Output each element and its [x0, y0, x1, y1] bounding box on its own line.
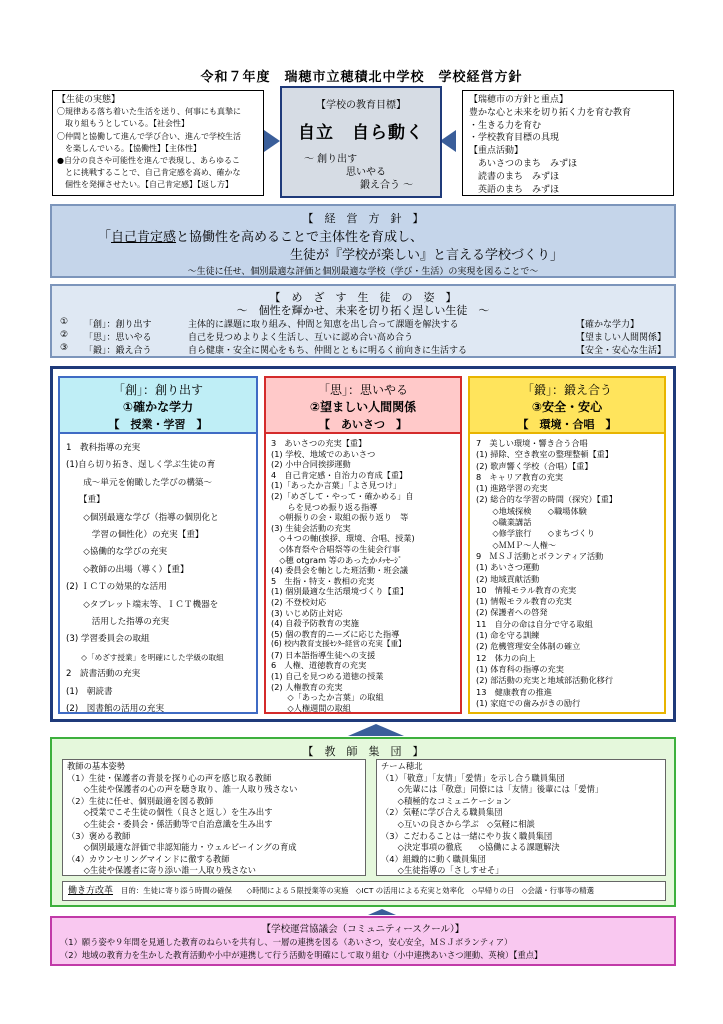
col3-line: ◇職業講話 — [476, 517, 532, 528]
student-line: 取り組もうとしている。【社会性】 — [57, 119, 189, 129]
col3-line: (2) 地域貢献活動 — [476, 573, 540, 584]
council-line: （2）地域の教育力を生かした教育活動や小中が連携して行う活動を明確にして取り組む（小中連携あいさつ運動、英検）【重点】 — [60, 950, 543, 960]
city-policy-heading: 【瑞穂市の方針と重点】 — [469, 95, 569, 105]
council-box — [50, 916, 676, 966]
col2-line: (6) 校内教育支援ｾﾝﾀｰ経営の充実【重】 — [271, 639, 406, 649]
city-policy-box — [462, 90, 674, 196]
city-policy-line: ・生きる力を育む — [469, 120, 542, 131]
aims-row-desc: 主体的に課題に取り組み、仲間と知恵を出し合って課題を解決する — [188, 320, 459, 330]
col3-line: (1) 命を守る訓練 — [476, 630, 540, 641]
col1-line: ◇協働的な学びの充実 — [66, 547, 168, 558]
col2-line: (1)「あったか言葉」「よさ見つけ」 — [271, 480, 402, 491]
col3-line: 12 体力の向上 — [476, 652, 536, 663]
team-hokita-line: ◇先輩には「敬意」同僚には「友情」後輩には「愛情」 — [381, 784, 604, 795]
management-heading: 【 経 営 方 針 】 — [302, 212, 424, 225]
school-goal-heading: 【学校の教育目標】 — [316, 100, 406, 111]
management-line-1 — [98, 226, 423, 245]
team-hokita-line: （1）「敬意」「友情」「愛情」を示し合う職員集団 — [381, 772, 565, 783]
city-policy-line: 読書のまち みずほ — [469, 171, 560, 182]
teacher-stance-line: （2）生徒に任せ、個別最適を図る教師 — [67, 795, 214, 806]
col1-line: ◇個別最適な学び（指導の個別化と — [66, 512, 219, 523]
col2-line: ◇４つの軸(挨拶、環境、合唱、授業) — [271, 533, 415, 544]
column-create-header — [60, 378, 256, 434]
col2-line: 3 あいさつの充実【重】 — [271, 438, 367, 448]
management-line-1-pre: 「 — [98, 230, 112, 245]
col1-line: (1)自ら切り拓き、逞しく学ぶ生徒の育 — [66, 460, 216, 471]
team-hokita-heading: チーム穂北 — [381, 761, 423, 771]
management-line-3: ～生徒に任せ、個別最適な評価と個別最適な学校（学び・生活）の実現を図ることで～ — [187, 267, 539, 277]
school-goal-box — [280, 86, 442, 198]
teachers-heading: 【 教 師 集 団 】 — [302, 745, 424, 758]
student-line: 個性を発揮させたい。【自己肯定感】【返し方】 — [57, 180, 233, 190]
col1-line: ◇教師の出場（導く）【重】 — [66, 564, 189, 575]
col3-line: 10 情報モラル教育の充実 — [476, 584, 577, 595]
aims-row-num: ① — [60, 317, 69, 327]
teacher-stance-line: ◇生徒や保護者の心の声を聴き取り、誰一人取り残さない — [67, 784, 298, 795]
city-policy-line: あいさつのまち みずほ — [469, 158, 578, 169]
management-line-2: 生徒が『学校が楽しい』と言える学校づくり」 — [290, 248, 564, 263]
col3-line: (2) 保護者への啓発 — [476, 607, 548, 618]
student-profile-heading: 【生徒の実態】 — [57, 95, 121, 105]
arrow-left-icon — [440, 130, 456, 152]
teacher-stance-heading: 教師の基本姿勢 — [67, 761, 126, 771]
column-care-body — [271, 438, 461, 713]
teacher-stance-line: （3）褒める教師 — [67, 830, 131, 841]
col2-line: ◇「あったか言葉」の取組 — [271, 692, 384, 703]
management-line-1-post: と協働性を高めることで主体性を育成し、 — [176, 230, 424, 245]
col2-line: 4 自己肯定感・自治力の育成【重】 — [271, 469, 408, 480]
team-hokita-line: ◇生徒指導の「さしすせそ」 — [381, 865, 504, 876]
team-hokita-line: ◇積極的なコミュニケーション — [381, 795, 512, 806]
aims-row-num: ③ — [60, 343, 69, 353]
teacher-stance-line: ◇授業でこそ生徒の個性（良さと返し）を生み出す — [67, 807, 273, 818]
col2-line: ◇体育祭や合唱祭等の生徒会行事 — [271, 543, 401, 554]
column-train-title-1: 「鍛」：鍛え合う — [521, 383, 612, 397]
col2-line: (7) 日本語指導生徒への支援 — [271, 649, 376, 660]
aims-row-name: 「鍛」：鍛え合う — [84, 346, 152, 356]
aims-row-tag: 【確かな学力】 — [576, 320, 640, 330]
student-profile-box — [52, 90, 264, 196]
team-hokita-line: （2）気軽に学び合える職員集団 — [381, 807, 503, 818]
work-reform-box — [62, 881, 666, 901]
col2-line: らを見つめ振り返る指導 — [271, 501, 378, 512]
aims-row-name: 「思」：思いやる — [84, 333, 152, 343]
column-create-title-3: 【 授業・学習 】 — [108, 418, 208, 431]
col2-line: (4) 委員会を軸とした班活動・班会議 — [271, 565, 409, 576]
col3-line: 8 キャリア教育の充実 — [476, 471, 564, 482]
council-line: （1）願う姿や９年間を見通した教育のねらいを共有し、一層の連携を図る（あいさつ，安心安全，ＭＳＪボランティア） — [60, 937, 513, 947]
col2-line: 6 人権、道徳教育の充実 — [271, 660, 367, 671]
col2-line: (1) 個別最適な生活環境づくり【重】 — [271, 586, 409, 597]
teacher-stance-box — [62, 759, 366, 876]
col1-line: ◇「めざす授業」を明確にした学級の取組 — [66, 652, 224, 662]
aims-subtitle: ～ 個性を輝かせ、未来を切り拓く逞しい生徒 ～ — [236, 304, 490, 317]
column-train-header — [470, 378, 664, 434]
col2-line: ◇穂 otgram 等のあったかﾒｯｾｰｼﾞ — [271, 554, 403, 565]
school-goal-sub: 思いやる — [346, 167, 386, 178]
work-reform-label: 働き方改革 — [68, 886, 114, 896]
col1-line: (3) 学習委員会の取組 — [66, 634, 150, 645]
column-care-header — [266, 378, 460, 434]
col1-line: ◇タブレット端末等、ＩＣＴ機器を — [66, 599, 219, 610]
col3-line: (1) 情報モラル教育の充実 — [476, 596, 572, 607]
col1-line: 2 読書活動の充実 — [66, 669, 141, 680]
col3-line: ◇ＭＭＰ～人権～ — [476, 539, 556, 550]
col2-line: 5 生指・特支・教相の充実 — [271, 575, 375, 586]
management-policy-box — [50, 204, 676, 278]
col1-line: 活用した指導の充実 — [66, 617, 170, 628]
city-policy-line: 豊かな心と未来を切り拓く力を育む教育 — [469, 107, 632, 118]
management-keyword: 自己肯定感 — [111, 230, 177, 245]
col3-line: (1) あいさつ運動 — [476, 562, 540, 573]
col3-line: ◇地域探検 ◇職場体験 — [476, 505, 587, 516]
city-policy-line: ・学校教育目標の具現 — [469, 133, 560, 144]
col2-line: (3) いじめ防止対応 — [271, 607, 343, 618]
col3-line: (2) 部活動の充実と地域部活動化移行 — [476, 675, 614, 686]
arrow-up-icon — [348, 724, 404, 736]
aims-row-desc: 自己を見つめよりよく生活し、互いに認め合い高め合う — [188, 333, 414, 343]
teacher-stance-line: ◇生徒や保護者に寄り添い誰一人取り残さない — [67, 865, 256, 876]
teacher-stance-line: （1）生徒・保護者の背景を探り心の声を感じ取る教師 — [67, 772, 272, 783]
teacher-stance-line: ◇生徒会・委員会・係活動等で自治意識を生み出す — [67, 818, 273, 829]
team-hokita-line: ◇決定事項の徹底 ◇協働による課題解決 — [381, 842, 560, 853]
col2-line: (4) 自殺予防教育の実施 — [271, 618, 359, 629]
column-train — [468, 376, 666, 714]
column-create — [58, 376, 258, 714]
school-goal-main: 自立 自ら動く — [298, 123, 424, 143]
aims-box — [50, 284, 676, 358]
work-reform-text: 目的：生徒に寄り添う時間の確保 ◇時間による５限授業等の実施 ◇ICT の活用による充実と効率化 ◇早帰りの日 ◇会議・行事等の精選 — [121, 886, 595, 895]
col3-line: ◇修学旅行 ◇まちづくり — [476, 528, 595, 539]
aims-row-num: ② — [60, 330, 69, 340]
school-goal-sub: 鍛え合う ～ — [360, 180, 414, 191]
col2-line: (1) 自己を見つめる道徳の授業 — [271, 671, 384, 682]
column-care-title-2: ②望ましい人間関係 — [309, 400, 417, 414]
aims-row-tag: 【安全・安心な生活】 — [576, 346, 667, 356]
aims-row-desc: 自ら健康・安全に関心をもち、仲間とともに明るく前向きに生活する — [188, 346, 468, 356]
col3-line: (2) 危機管理安全体制の確立 — [476, 641, 581, 652]
column-create-title-2: ①確かな学力 — [122, 400, 194, 414]
col1-line: 成～単元を俯瞰した学びの構築～ — [66, 477, 213, 488]
aims-row — [60, 343, 670, 355]
column-create-body — [66, 440, 256, 719]
col1-line: 【重】 — [66, 495, 105, 506]
col3-line: 11 自分の命は自分で守る取組 — [476, 618, 593, 629]
teachers-box — [50, 737, 676, 907]
col2-line: (3) 生徒会活動の充実 — [271, 522, 351, 533]
arrow-up-icon — [368, 909, 396, 915]
school-goal-sub: ～ 創り出す — [304, 154, 358, 165]
student-line: ●自分の良さや可能性を進んで表現し、あらゆるこ — [57, 156, 240, 166]
col2-line: ◇朝振りの会・取組の振り返り 等 — [271, 512, 409, 523]
col3-line: 7 美しい環境・響き合う合唱 — [476, 438, 588, 448]
col2-line: ◇人権週間の取組 — [271, 702, 351, 713]
col2-line: (2) 不登校対応 — [271, 596, 327, 607]
teacher-stance-line: ◇個別最適な評価で非認知能力・ウェルビーイングの育成 — [67, 842, 297, 853]
team-hokita-line: （4）組織的に動く職員集団 — [381, 853, 486, 864]
student-line: 〇仲間と協働して進んで学び合い、進んで学校生活 — [57, 131, 241, 141]
student-line: とに挑戦することで、自己肯定感を高め、確かな — [57, 168, 241, 178]
col3-line: (2) 総合的な学習の時間（探究）【重】 — [476, 494, 618, 505]
col3-line: (2) 歌声響く学校（合唱）【重】 — [476, 460, 593, 471]
col1-line: 1 教科指導の充実 — [66, 443, 141, 453]
aims-row-tag: 【望ましい人間関係】 — [576, 333, 667, 343]
col2-line: (2) 小中合同挨拶運動 — [271, 459, 351, 470]
aims-row — [60, 317, 670, 329]
col3-line: 9 ＭＳＪ活動とボランティア活動 — [476, 550, 604, 561]
col1-line: (1) 朝読書 — [66, 686, 113, 697]
team-hokita-line: ◇互いの良さから学ぶ ◇気軽に相談 — [381, 818, 535, 829]
student-line: 〇規律ある落ち着いた生活を送り、何事にも真摯に — [57, 107, 241, 117]
column-care-title-3: 【 あいさつ 】 — [319, 418, 407, 431]
col3-line: (1) 進路学習の充実 — [476, 483, 548, 494]
city-policy-line: 【重点活動】 — [469, 146, 524, 157]
column-create-title-1: 「創」：創り出す — [112, 383, 203, 397]
col1-line: (2) 図書館の活用の充実 — [66, 704, 165, 715]
col3-line: (1) 掃除、空き教室の整理整頓【重】 — [476, 449, 614, 460]
page-title: 令和７年度 瑞穂市立穂積北中学校 学校経営方針 — [200, 70, 523, 85]
team-hokita-box — [376, 759, 666, 876]
city-policy-line: 英語のまち みずほ — [469, 184, 560, 195]
column-care — [264, 376, 462, 714]
col2-line: (2) 人権教育の充実 — [271, 681, 343, 692]
aims-row — [60, 330, 670, 342]
aims-row-name: 「創」：創り出す — [84, 320, 152, 330]
column-care-title-1: 「思」：思いやる — [317, 383, 408, 397]
column-train-body — [476, 438, 666, 709]
column-train-title-2: ③安全・安心 — [531, 400, 603, 414]
col1-line: (2) ＩＣＴの効果的な活用 — [66, 582, 167, 593]
col2-line: (1) 学校、地域でのあいさつ — [271, 448, 376, 459]
col3-line: (1) 家庭での歯みがきの励行 — [476, 697, 581, 708]
aims-heading: 【 め ざ す 生 徒 の 姿 】 — [269, 291, 457, 304]
col3-line: 13 健康教育の推進 — [476, 686, 552, 697]
team-hokita-line: （3）こだわることは一緒にやり抜く職員集団 — [381, 830, 553, 841]
column-train-title-3: 【 環境・合唱 】 — [517, 418, 617, 431]
student-line: を楽しんでいる。【協働性】【主体性】 — [57, 143, 201, 153]
council-heading: 【学校運営協議会（コミュニティースクール）】 — [261, 924, 465, 935]
col2-line: (2)「めざして・やって・確かめる」自 — [271, 490, 414, 501]
col1-line: 学習の個性化）の充実【重】 — [66, 530, 204, 541]
col3-line: (1) 体育科の指導の充実 — [476, 663, 564, 674]
teacher-stance-line: （4）カウンセリングマインドに徹する教師 — [67, 853, 230, 864]
col2-line: (5) 個の教育的ニーズに応じた指導 — [271, 628, 400, 639]
arrow-right-icon — [264, 130, 280, 152]
